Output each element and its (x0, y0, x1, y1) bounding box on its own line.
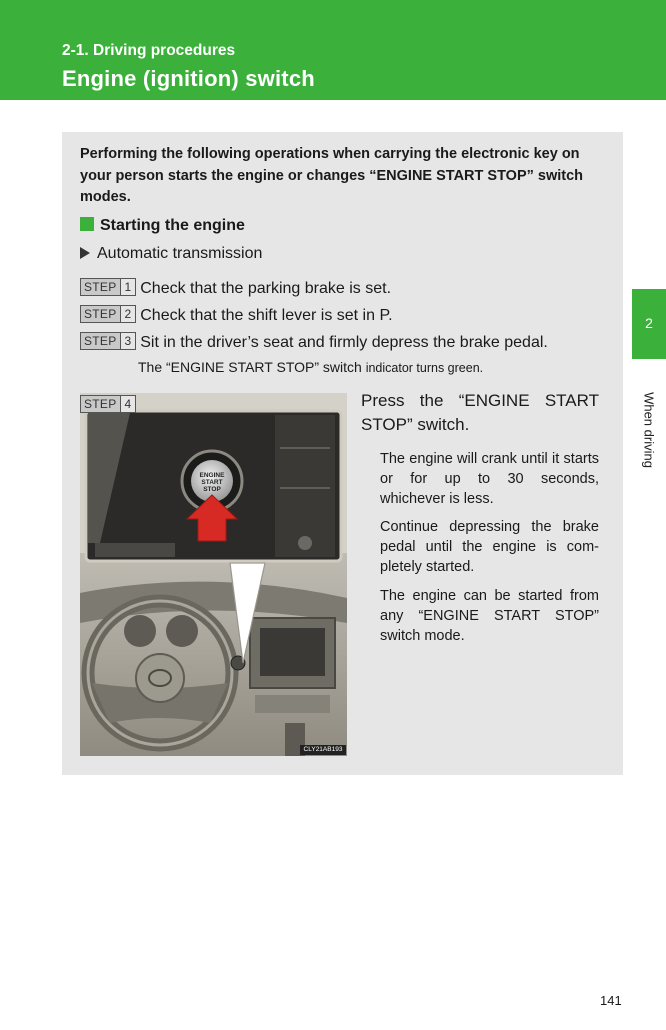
step-badge (80, 278, 136, 296)
step-badge-word: STEP (81, 279, 120, 295)
step-4-paragraph: The engine will crank until it starts or for up to 30 seconds, whichever is less. (380, 451, 599, 507)
step-badge-word: STEP (81, 333, 120, 349)
step-3-note-a: The “ENGINE START STOP” switch (138, 359, 362, 375)
section-heading (80, 217, 245, 235)
start-button-line: ENGINE (199, 472, 225, 479)
step-4-paragraph: The engine can be started from any “ENGINE START STOP” switch mode. (380, 588, 599, 644)
step-badge (80, 332, 136, 350)
step-text: Check that the shift lever is set in P. (140, 307, 393, 324)
start-button-line: STOP (203, 486, 221, 493)
step-badge-number: 2 (120, 306, 136, 322)
step-text: Sit in the driver’s seat and firmly depress the brake pedal. (140, 334, 548, 351)
step-4-badge-wrap (80, 395, 140, 415)
triangle-bullet-icon (80, 247, 90, 259)
chapter-tab[interactable] (632, 289, 666, 359)
dashboard-drawing (80, 393, 347, 756)
step-3-note-b: indicator turns green. (365, 361, 484, 375)
section-heading-text: Starting the engine (100, 217, 245, 234)
step-badge-number: 3 (120, 333, 136, 349)
step-2 (80, 305, 393, 325)
square-bullet-icon (80, 217, 94, 231)
page-title: Engine (ignition) switch (62, 66, 315, 91)
step-badge-word: STEP (81, 306, 120, 322)
chapter-label: When driving (641, 392, 657, 468)
chapter-number: 2 (645, 315, 653, 331)
step-badge-number: 4 (120, 396, 136, 412)
step-badge (80, 305, 136, 323)
intro-text: Performing the following operations when carrying the electronic key on your person starts the engine or changes “ENGINE START STOP” switch modes. (80, 146, 584, 205)
step-4-paragraph: Continue depressing the brake pedal until the engine is com-pletely started. (380, 519, 599, 575)
page-header (0, 0, 666, 100)
step-4-text: Press the “ENGINE START STOP” switch. (361, 391, 599, 434)
step-3 (80, 332, 548, 352)
step-text: Check that the parking brake is set. (140, 280, 392, 297)
step-badge (80, 395, 136, 413)
step-3-note (138, 359, 483, 375)
subsection-heading (80, 245, 262, 263)
engine-start-illustration (80, 393, 347, 756)
step-badge-word: STEP (81, 396, 120, 412)
figure-code: CLY21AB193 (303, 746, 343, 753)
subsection-heading-text: Automatic transmission (97, 245, 263, 262)
section-label: 2-1. Driving procedures (62, 42, 236, 59)
start-button-line: START (201, 479, 223, 486)
step-badge-number: 1 (120, 279, 136, 295)
start-button-label (192, 472, 232, 493)
step-1 (80, 278, 391, 298)
page-number: 141 (600, 993, 622, 1008)
